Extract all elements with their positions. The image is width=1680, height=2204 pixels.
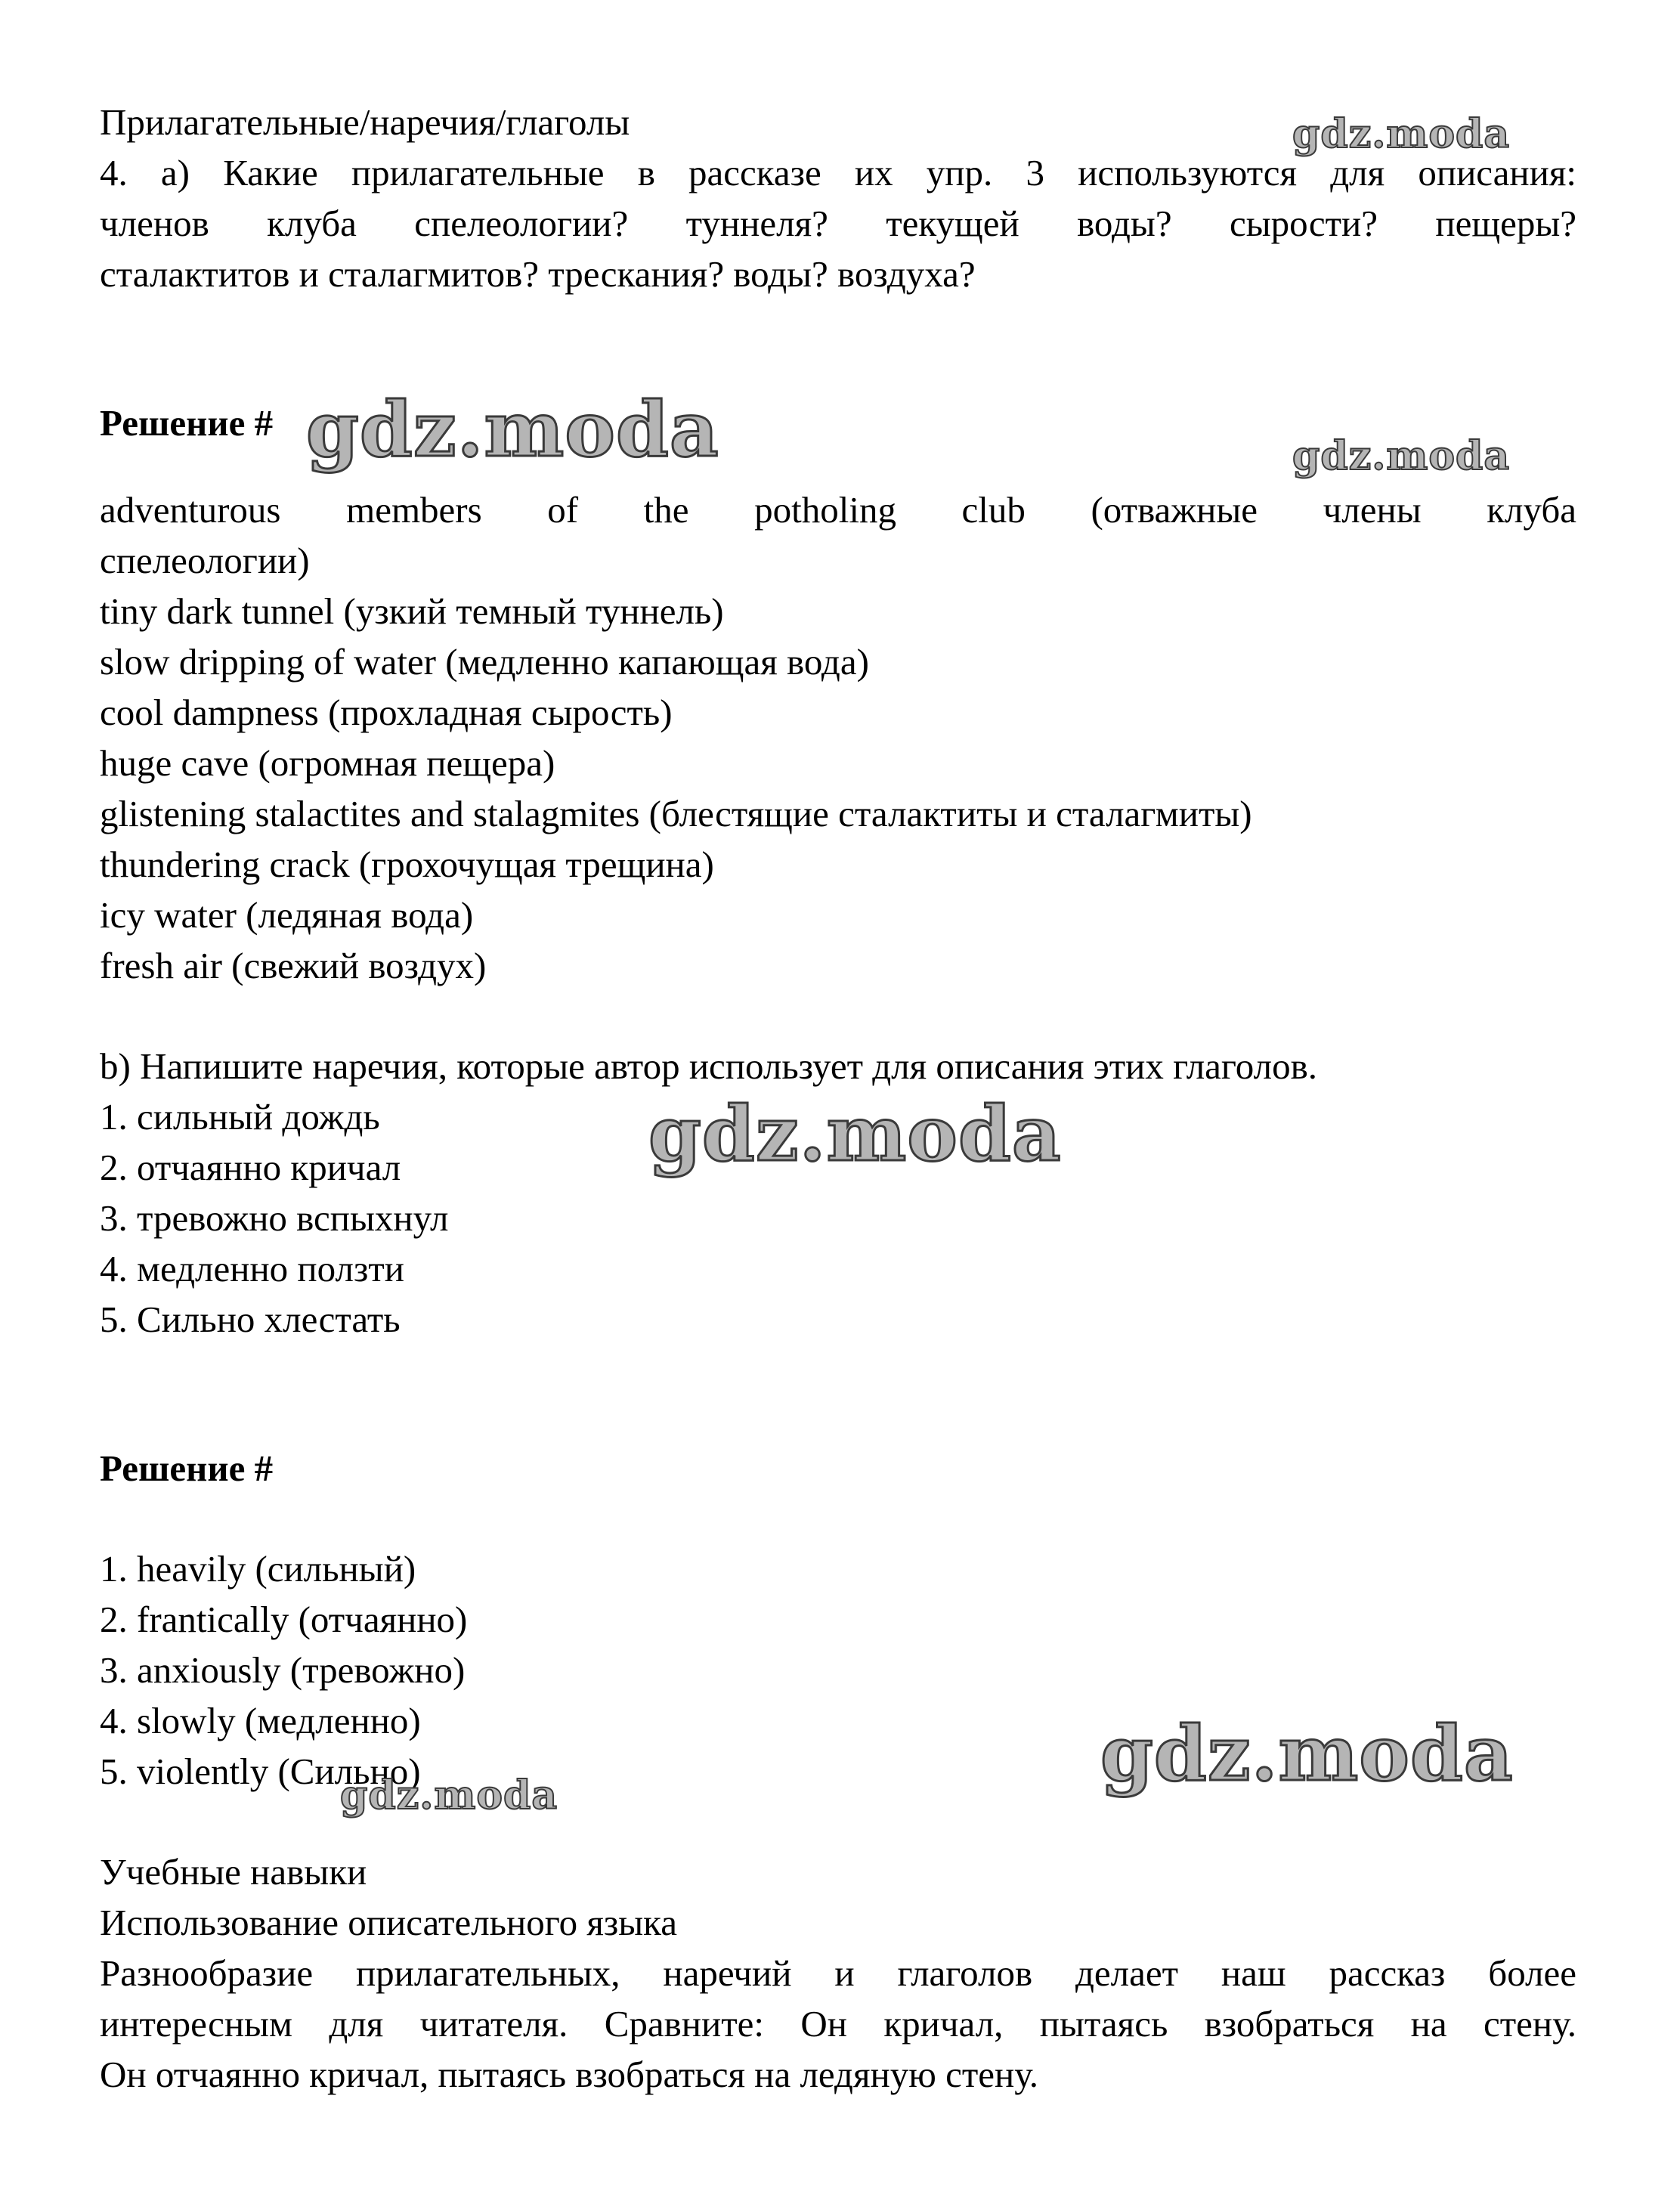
task-b-prompt: b) Напишите наречия, которые автор использует для описания этих глаголов. [100,1045,1317,1087]
solution-a-item: huge cave (огромная пещера) [100,742,555,784]
task-b-item: 2. отчаянно кричал [100,1147,401,1188]
watermark-logo: gdz.moda [1292,111,1511,157]
solution-a-item: cool dampness (прохладная сырость) [100,692,673,733]
watermark-logo: gdz.moda [306,385,719,474]
study-skills-para-line-1: Разнообразие прилагательных, наречий и глаголов делает наш рассказ более [100,1952,1576,1994]
watermark-logo: gdz.moda [648,1089,1062,1178]
solution-a-item: icy water (ледяная вода) [100,894,474,936]
watermark-logo: gdz.moda [1292,433,1511,479]
task-a-line-1: 4. a) Какие прилагательные в рассказе их упр. 3 используются для описания: [100,152,1576,193]
solution-label-a: Решение # [100,402,274,444]
study-skills-para-line-2: интересным для читателя. Сравните: Он кричал, пытаясь взобраться на стену. [100,2003,1576,2045]
solution-a-first-line: adventurous members of the potholing club (отважные члены клуба [100,489,1576,531]
task-b-item: 1. сильный дождь [100,1096,380,1138]
solution-a-item: fresh air (свежий воздух) [100,945,487,986]
solution-b-item: 2. frantically (отчаянно) [100,1599,468,1640]
task-b-item: 3. тревожно вспыхнул [100,1197,449,1239]
solution-b-item: 3. anxiously (тревожно) [100,1649,466,1691]
watermark-logo: gdz.moda [1100,1709,1514,1798]
task-b-item: 5. Сильно хлестать [100,1299,401,1340]
solution-label-b: Решение # [100,1447,274,1489]
task-a-line-2: членов клуба спелеологии? туннеля? текущей воды? сырости? пещеры? [100,203,1576,244]
solution-a-item: slow dripping of water (медленно капающая вода) [100,641,869,683]
spacer [100,991,1576,1041]
task-b-item: 4. медленно ползти [100,1248,404,1289]
solution-b-item: 4. slowly (медленно) [100,1700,421,1741]
study-skills-subtitle: Использование описательного языка [100,1902,677,1943]
solution-a-item: glistening stalactites and stalagmites (блестящие сталактиты и сталагмиты) [100,793,1252,834]
solution-a-item: tiny dark tunnel (узкий темный туннель) [100,590,724,632]
spacer [100,1345,1576,1443]
study-skills-title: Учебные навыки [100,1851,367,1893]
solution-b-item: 1. heavily (сильный) [100,1548,416,1590]
task-a-line-3: сталактитов и сталагмитов? трескания? воды? воздуха? [100,253,976,295]
spacer [100,1494,1576,1543]
solution-b-item: 5. violently (Сильно) [100,1751,421,1792]
spacer [100,299,1576,398]
watermark-logo: gdz.moda [340,1772,558,1819]
study-skills-para-line-3: Он отчаянно кричал, пытаясь взобраться на ледяную стену. [100,2054,1039,2095]
section-title: Прилагательные/наречия/глаголы [100,101,630,143]
solution-a-first-line-cont: спелеологии) [100,540,310,581]
solution-a-item: thundering crack (грохочущая трещина) [100,844,714,885]
spacer [100,1797,1576,1846]
